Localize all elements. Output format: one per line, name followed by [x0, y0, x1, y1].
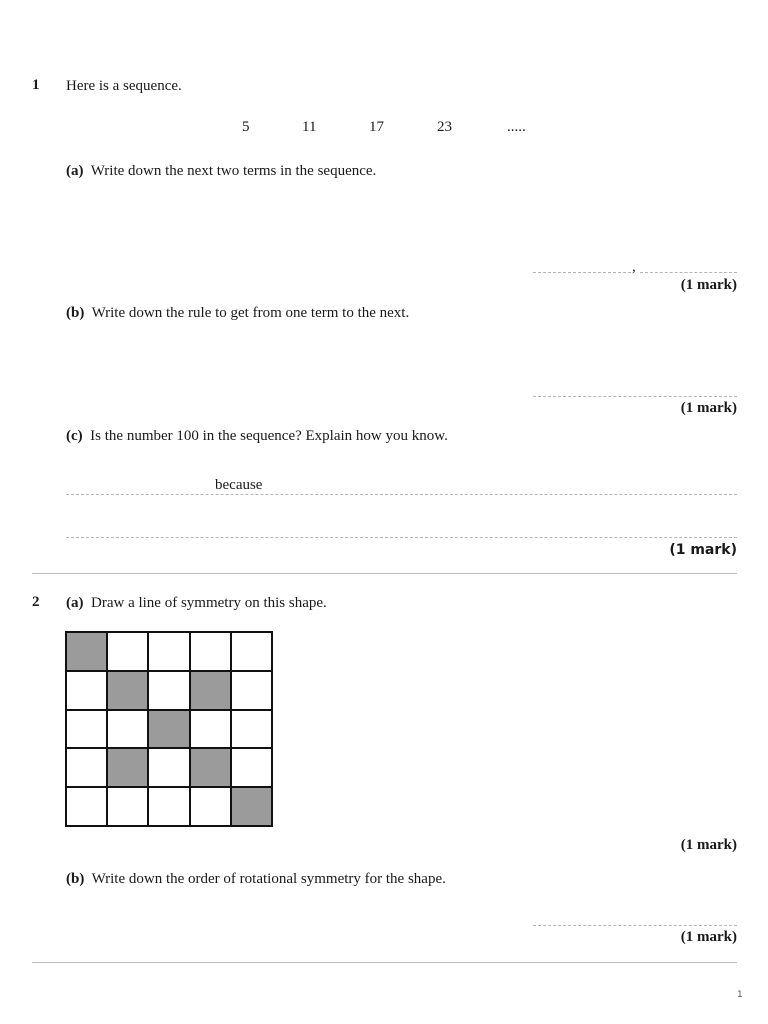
question-2b-text: Write down the order of rotational symmetry for the shape.	[91, 871, 446, 887]
symmetry-grid-shape[interactable]	[65, 631, 273, 827]
grid-cell[interactable]	[107, 787, 148, 826]
mark-1c: (1 mark)	[669, 542, 737, 558]
part-label: (b)	[66, 305, 85, 321]
question-1-number: 1	[32, 77, 40, 93]
grid-cell-shaded[interactable]	[148, 710, 189, 749]
grid-cell[interactable]	[148, 787, 189, 826]
grid-cell[interactable]	[148, 748, 189, 787]
question-divider	[32, 573, 737, 574]
grid-cell-shaded[interactable]	[107, 671, 148, 710]
question-1b-prompt	[66, 304, 409, 322]
grid-cell[interactable]	[148, 632, 189, 671]
grid-cell[interactable]	[231, 671, 272, 710]
sequence-term: 23	[437, 119, 452, 135]
answer-line-1b[interactable]	[533, 396, 737, 397]
sequence-term: 17	[369, 119, 384, 135]
question-2-number: 2	[32, 594, 40, 610]
question-1a-text: Write down the next two terms in the sequence.	[90, 163, 377, 179]
question-2b-prompt	[66, 870, 446, 888]
grid-cell-shaded[interactable]	[66, 632, 107, 671]
part-label: (c)	[66, 428, 83, 444]
grid-cell[interactable]	[66, 787, 107, 826]
answer-line-1a-first[interactable]	[533, 272, 631, 273]
question-2a-text: Draw a line of symmetry on this shape.	[91, 595, 327, 611]
sequence-term: 11	[302, 119, 317, 135]
grid-cell[interactable]	[231, 710, 272, 749]
question-2a-prompt	[66, 594, 327, 612]
question-1a-prompt	[66, 162, 376, 180]
question-1b-text: Write down the rule to get from one term to the next.	[91, 305, 410, 321]
grid-cell-shaded[interactable]	[190, 748, 231, 787]
grid-cell[interactable]	[148, 671, 189, 710]
mark-1a: (1 mark)	[680, 277, 737, 293]
answer-separator-comma: ,	[632, 259, 636, 275]
page-bottom-divider	[32, 962, 737, 963]
answer-line-1c-first[interactable]	[66, 494, 737, 495]
grid-cell[interactable]	[107, 710, 148, 749]
question-1c-text: Is the number 100 in the sequence? Explain how you know.	[90, 428, 448, 444]
grid-cell[interactable]	[107, 632, 148, 671]
grid-cell[interactable]	[190, 632, 231, 671]
mark-2a: (1 mark)	[680, 837, 737, 853]
answer-line-2b[interactable]	[533, 925, 737, 926]
sequence-term: 5	[242, 119, 250, 135]
part-label: (b)	[66, 871, 85, 887]
grid-cell[interactable]	[231, 632, 272, 671]
mark-2b: (1 mark)	[680, 929, 737, 945]
grid-cell[interactable]	[66, 710, 107, 749]
grid-cell[interactable]	[190, 787, 231, 826]
grid-cell-shaded[interactable]	[190, 671, 231, 710]
mark-1b: (1 mark)	[680, 400, 737, 416]
grid-cell[interactable]	[190, 710, 231, 749]
because-label: because	[215, 477, 263, 493]
part-label: (a)	[66, 163, 84, 179]
grid-cell[interactable]	[231, 748, 272, 787]
answer-line-1a-second[interactable]	[640, 272, 737, 273]
grid-cell[interactable]	[66, 671, 107, 710]
part-label: (a)	[66, 595, 84, 611]
grid-cell-shaded[interactable]	[231, 787, 272, 826]
question-1c-prompt	[66, 427, 448, 445]
page-marker: 1	[737, 990, 743, 1000]
grid-cell[interactable]	[66, 748, 107, 787]
question-1-intro: Here is a sequence.	[66, 78, 182, 94]
answer-line-1c-second[interactable]	[66, 537, 737, 538]
sequence-ellipsis: .....	[507, 119, 526, 135]
grid-cell-shaded[interactable]	[107, 748, 148, 787]
